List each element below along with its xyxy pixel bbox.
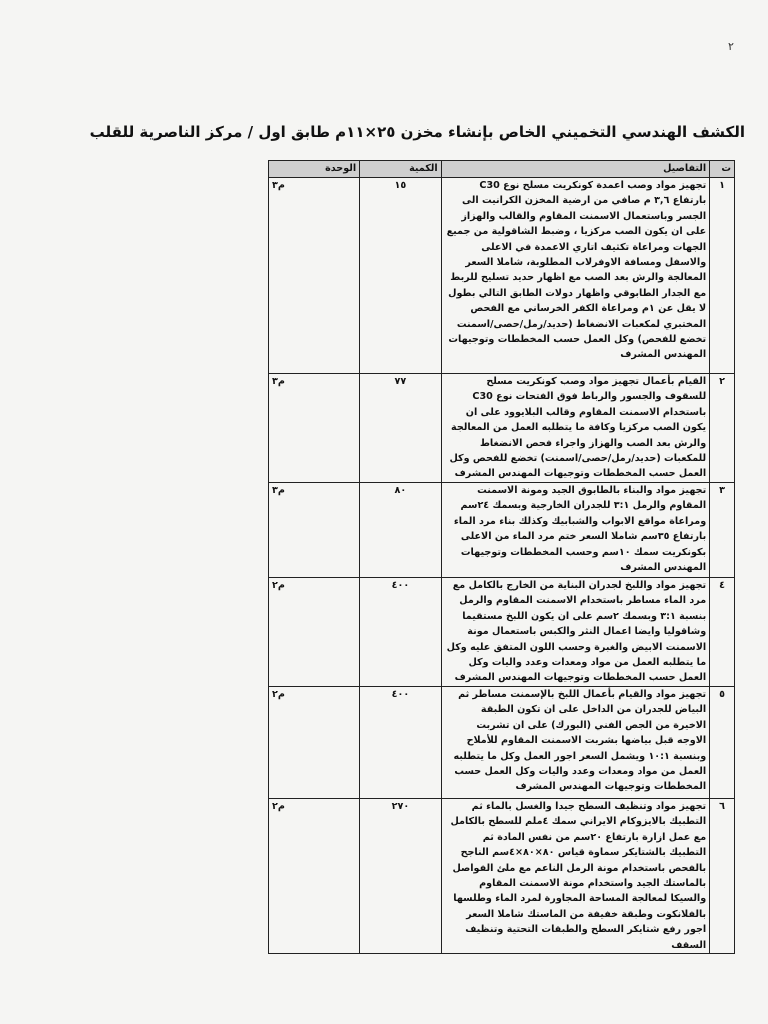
row-seq: ١ xyxy=(710,178,735,374)
row-quantity: ٤٠٠ xyxy=(360,687,442,799)
row-seq: ٣ xyxy=(710,483,735,578)
row-seq: ٥ xyxy=(710,687,735,799)
row-details: تجهيز مواد والقيام بأعمال اللبخ بالإسمنت مساطر ثم البياض للجدران من الداخل على ان تكون الطبقة الاخيرة من الجص الفني (البورك) على ان تشربت الاوجه قبل بياضها بشربت الاسمنت المقاوم للأملاح وبنسبة ١٠:١ ويشمل السعر اجور العمل وكل ما يتطلبه العمل من مواد ومعدات وعدد واليات وكل العمل حسب المخططات وتوجيهات المهندس المشرف xyxy=(441,687,709,799)
scan-mark: ٢ xyxy=(728,40,734,53)
table-header-row xyxy=(269,161,735,178)
row-seq: ٤ xyxy=(710,578,735,687)
row-details: القيام بأعمال تجهيز مواد وصب كونكريت مسلح للسقوف والجسور والرباط فوق الفتحات نوع C30 باستخدام الاسمنت المقاوم وقالب البلايوود على ان يكون الصب مركزيا وكافة ما يتطلبه العمل من المعالجة والرش بعد الصب والهزاز واجراء فحص الانضغاط للمكعبات (حديد/رمل/حصى/اسمنت) تخضع للفحص وكل العمل حسب المخططات وتوجيهات المهندس المشرف xyxy=(441,374,709,483)
header-seq: ت xyxy=(710,161,735,178)
row-details: تجهيز مواد وتنظيف السطح جيدا والغسل بالماء ثم التطبيك بالايزوكام الايراني سمك ٤ملم للسطح بالكامل مع عمل ازارة بارتفاع ٢٠سم من نفس المادة ثم التطبيك بالشتايكر سماوة قياس ٨٠×٨٠×٤سم الناجح بالفحص باستخدام مونة الرمل الناعم مع ملئ الفواصل بالماستك الجيد واستخدام مونة الاسمنت المقاوم والسيكا لمعالجة المساحة المجاورة لمرد الماء وطلسها بالفلانكوت وطبقة خفيفة من الماستك شاملا السعر اجور رفع شتايكر السطح والطبقات التحتية وتنظيف السقف xyxy=(441,799,709,954)
row-seq: ٢ xyxy=(710,374,735,483)
row-unit: م٣ xyxy=(269,483,360,578)
row-quantity: ١٥ xyxy=(360,178,442,374)
row-unit: م٢ xyxy=(269,799,360,954)
row-quantity: ٤٠٠ xyxy=(360,578,442,687)
row-details: تجهيز مواد واللبخ لجدران البناية من الخارج بالكامل مع مرد الماء مساطر باستخدام الاسمنت المقاوم والرمل بنسبة ٣:١ وبسمك ٢سم على ان يكون اللبخ مستقيما وشاقوليا وايضا اعمال النثر والكبس باستعمال مونة الاسمنت الابيض والغبرة وحسب اللون المتفق عليه وكل ما يتطلبه العمل من مواد ومعدات وعدد واليات وكل العمل حسب المخططات وتوجيهات المهندس المشرف xyxy=(441,578,709,687)
row-quantity: ٢٧٠ xyxy=(360,799,442,954)
table-row xyxy=(269,374,735,483)
bill-of-quantities-table xyxy=(268,160,735,954)
table-row xyxy=(269,178,735,374)
header-unit: الوحدة xyxy=(269,161,360,178)
table-row xyxy=(269,687,735,799)
row-details: تجهيز مواد والبناء بالطابوق الجيد ومونة الاسمنت المقاوم والرمل ٣:١ للجدران الخارجية وبسمك ٢٤سم ومراعاة مواقع الابواب والشبابيك وكذلك بناء مرد الماء بارتفاع ٣٥سم شاملا السعر ختم مرد الماء من الاعلى بكونكريت سمك ١٠سم وحسب المخططات وتوجيهات المهندس المشرف xyxy=(441,483,709,578)
table-row xyxy=(269,578,735,687)
row-seq: ٦ xyxy=(710,799,735,954)
row-unit: م٣ xyxy=(269,374,360,483)
row-details: تجهيز مواد وصب اعمدة كونكريت مسلح نوع C30 بارتفاع ٣,٦ م صافي من ارضية المخزن الكرانيت الى الجسر وباستعمال الاسمنت المقاوم والقالب والهزاز على ان يكون الصب مركزيا ، وضبط الشاقولية من جميع الجهات ومراعاة تكثيف اتاري الاعمدة في الاعلى والاسفل ومسافة الاوفرلاب المطلوبة، شاملا السعر المعالجة والرش بعد الصب مع اظهار حديد تسليح للربط مع الجدار الطابوقي واظهار دولات الطابق التالي بطول لا يقل عن ١م ومراعاة الكفر الخرساني مع الفحص المختبري لمكعبات الانضغاط (حديد/رمل/حصى/اسمنت تخضع للفحص) وكل العمل حسب المخططات وتوجيهات المهندس المشرف xyxy=(441,178,709,374)
header-quantity: الكمية xyxy=(360,161,442,178)
row-unit: م٣ xyxy=(269,178,360,374)
row-quantity: ٧٧ xyxy=(360,374,442,483)
row-quantity: ٨٠ xyxy=(360,483,442,578)
row-unit: م٢ xyxy=(269,687,360,799)
page-title: الكشف الهندسي التخميني الخاص بإنشاء مخزن ٢٥×١١م طابق اول / مركز الناصرية للقلب xyxy=(89,123,745,141)
table-row xyxy=(269,483,735,578)
header-details: التفاصيل xyxy=(441,161,709,178)
table-row xyxy=(269,799,735,954)
row-unit: م٢ xyxy=(269,578,360,687)
